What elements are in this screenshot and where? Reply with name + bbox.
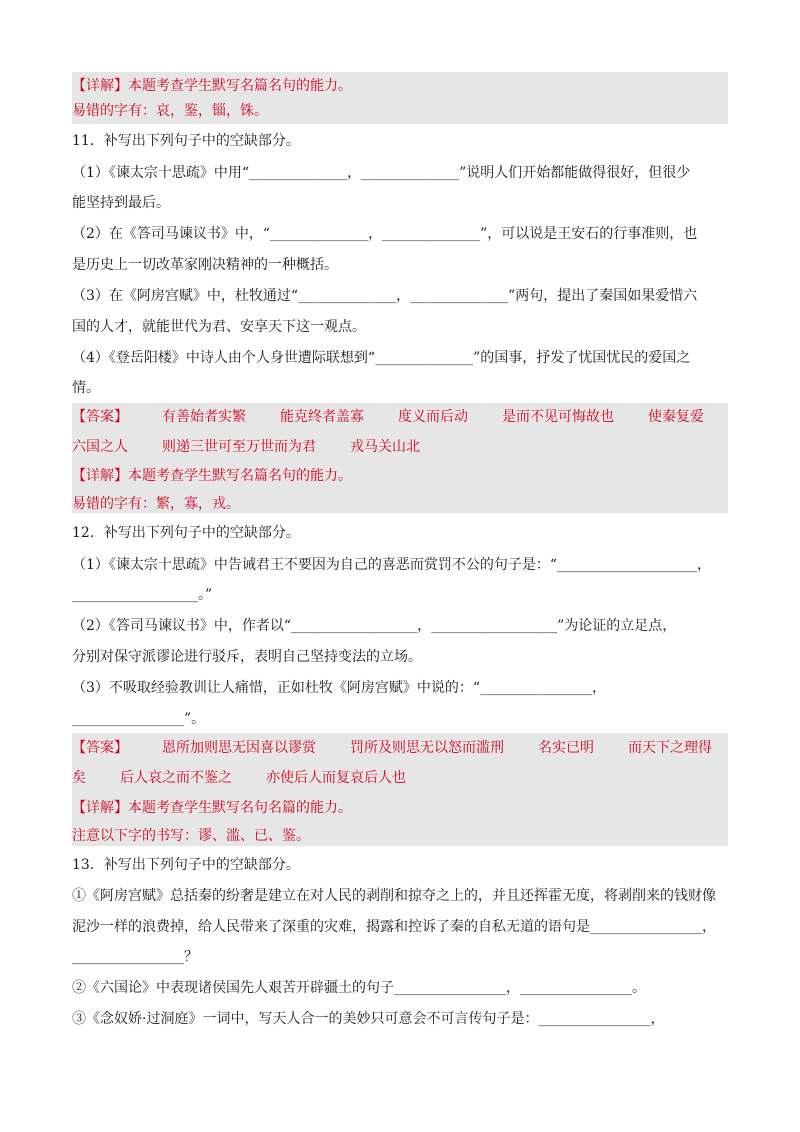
question-11-item-3a: （3）在《阿房宫赋》中，杜牧通过“______________，______________”两句，提出了秦国如果爱惜六 bbox=[72, 288, 698, 304]
question-11-item-3b: 国的人才，就能世代为君、安享天下这一观点。 bbox=[72, 319, 366, 335]
question-12-item-2a: （2）《答司马谏议书》中，作者以“__________________，__________________”为论证的立足点， bbox=[72, 618, 677, 634]
answer-line-11b: 六国之人 则递三世可至万世而为君 戎马关山北 bbox=[72, 439, 420, 455]
question-13-title: 13．补写出下列句子中的空缺部分。 bbox=[72, 857, 300, 873]
explanation-line-11: 【详解】本题考查学生默写名篇名句的能力。 bbox=[72, 468, 352, 484]
question-12-item-3a: （3）不吸取经验教训让人痛惜，正如杜牧《阿房宫赋》中说的：“________________， bbox=[72, 680, 607, 696]
question-13-item-2: ②《六国论》中表现诸侯国先人艰苦开辟疆土的句子________________，________________。 bbox=[72, 980, 646, 996]
explanation-line-12: 【详解】本题考查学生默写名句名篇的能力。 bbox=[72, 800, 352, 816]
question-12-item-2b: 分别对保守派谬论进行驳斥，表明自己坚持变法的立场。 bbox=[72, 649, 422, 665]
question-13-item-1c: ________________？ bbox=[72, 949, 198, 965]
question-11-title: 11．补写出下列句子中的空缺部分。 bbox=[72, 133, 300, 149]
question-12-item-3b: ________________”。 bbox=[72, 711, 206, 727]
answer-line-12a: 【答案】 恩所加则思无因喜以谬赏 罚所及则思无以怒而滥刑 名实已明 而天下之理得 bbox=[72, 740, 712, 756]
explanation-line: 【详解】本题考查学生默写名篇名句的能力。 bbox=[72, 78, 352, 94]
question-11-item-2a: （2）在《答司马谏议书》中，“______________，______________”，可以说是王安石的行事准则，也 bbox=[72, 226, 698, 242]
question-11-item-4a: （4）《登岳阳楼》中诗人由个人身世遭际联想到“______________”的国事，抒发了忧国忧民的爱国之 bbox=[72, 350, 691, 366]
question-12-item-1b: __________________。” bbox=[72, 587, 213, 603]
question-12-item-1a: （1）《谏太宗十思疏》中告诫君王不要因为自己的喜恶而赏罚不公的句子是：“____________________， bbox=[72, 557, 712, 573]
question-11-item-1a: （1）《谏太宗十思疏》中用“______________，______________”说明人们开始都能做得很好，但很少 bbox=[72, 165, 691, 181]
question-13-item-1a: ①《阿房宫赋》总括秦的纷奢是建立在对人民的剥削和掠夺之上的，并且还挥霍无度，将剥削来的钱财像 bbox=[72, 888, 716, 904]
question-11-item-1b: 能坚持到最后。 bbox=[72, 195, 170, 211]
answer-line-12b: 矣 后人哀之而不鉴之 亦使后人而复哀后人也 bbox=[72, 770, 406, 786]
error-chars-line: 易错的字有：哀，鉴，锱，铢。 bbox=[72, 103, 268, 119]
question-11-item-4b: 情。 bbox=[72, 380, 100, 396]
question-13-item-1b: 泥沙一样的浪费掉，给人民带来了深重的灾难，揭露和控诉了秦的自私无道的语句是________________， bbox=[72, 919, 716, 935]
question-12-title: 12．补写出下列句子中的空缺部分。 bbox=[72, 525, 300, 541]
error-chars-line-12: 注意以下字的书写：谬、滥、已、鉴。 bbox=[72, 828, 310, 844]
question-13-item-3: ③《念奴娇·过洞庭》一词中，写天人合一的美妙只可意会不可言传句子是：________________， bbox=[72, 1011, 665, 1027]
question-11-item-2b: 是历史上一切改革家刚决精神的一种概括。 bbox=[72, 257, 338, 273]
answer-line-11a: 【答案】 有善始者实繁 能克终者盖寡 度义而后动 是而不见可悔故也 使秦复爱 bbox=[72, 409, 704, 425]
error-chars-line-11: 易错的字有：繁，寡，戎。 bbox=[72, 496, 240, 512]
